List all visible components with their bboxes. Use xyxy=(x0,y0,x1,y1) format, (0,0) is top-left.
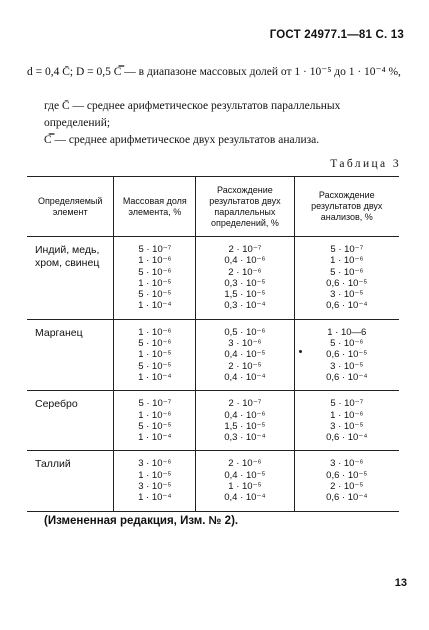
page-number: 13 xyxy=(394,577,407,589)
value-item: 0,3 · 10⁻⁵ xyxy=(224,277,266,289)
table-row xyxy=(27,319,399,390)
value-item: 3 · 10⁻⁵ xyxy=(330,420,364,432)
value-item: 1 · 10⁻⁶ xyxy=(330,409,364,421)
analysis-divergence-cell xyxy=(294,319,399,390)
value-item: 2 · 10⁻⁷ xyxy=(228,398,262,410)
table-row xyxy=(27,391,399,451)
value-item: 1 · 10⁻⁶ xyxy=(330,255,364,267)
value-item: 3 · 10⁻⁵ xyxy=(330,289,364,301)
mass-fraction-cell xyxy=(114,319,196,390)
value-item: 0,4 · 10⁻⁴ xyxy=(224,492,266,504)
value-item: 0,4 · 10⁻⁶ xyxy=(224,409,266,421)
value-item: 2 · 10⁻⁶ xyxy=(228,266,262,278)
value-item: 1 · 10⁻⁴ xyxy=(138,492,172,504)
value-item: 1 · 10⁻⁴ xyxy=(138,300,172,312)
value-item: 0,3 · 10⁻⁴ xyxy=(224,432,266,444)
stray-dot xyxy=(299,350,302,353)
value-item: 1 · 10⁻⁶ xyxy=(138,255,172,267)
value-item: 0,4 · 10⁻⁵ xyxy=(224,349,266,361)
element-name-cell: Марганец xyxy=(35,326,83,339)
value-item: 0,5 · 10⁻⁶ xyxy=(224,326,266,338)
parallel-divergence-cell xyxy=(196,391,294,451)
table-body xyxy=(27,237,399,512)
analysis-divergence-cell xyxy=(294,451,399,511)
header-element: Определяемый элемент xyxy=(27,177,114,237)
value-item: 2 · 10⁻⁵ xyxy=(330,481,364,493)
value-item: 1 · 10⁻⁵ xyxy=(138,469,172,481)
where-definition-c: где C̄ — среднее арифметическое результатов параллельных определений; xyxy=(44,100,341,129)
mass-fraction-cell xyxy=(114,391,196,451)
value-item: 1,5 · 10⁻⁵ xyxy=(224,289,266,301)
value-item: 5 · 10⁻⁷ xyxy=(138,244,172,255)
parallel-divergence-cell xyxy=(196,237,294,320)
value-item: 5 · 10⁻⁶ xyxy=(330,266,364,278)
value-item: 2 · 10⁻⁶ xyxy=(228,458,262,470)
element-name-cell: Индий, медь, хром, свинец xyxy=(35,244,100,269)
value-item: 1 · 10—6 xyxy=(327,326,367,338)
element-name-cell: Таллий xyxy=(35,458,71,471)
parallel-divergence-cell xyxy=(196,451,294,511)
value-item: 0,6 · 10⁻⁵ xyxy=(326,469,368,481)
value-item: 5 · 10⁻⁵ xyxy=(138,289,172,301)
value-item: 0,6 · 10⁻⁴ xyxy=(326,492,368,504)
value-item: 1 · 10⁻⁵ xyxy=(228,481,262,493)
value-item: 2 · 10⁻⁵ xyxy=(228,360,262,372)
amendment-note: (Измененная редакция, Изм. № 2). xyxy=(44,515,239,527)
value-item: 1 · 10⁻⁴ xyxy=(138,432,172,444)
value-item: 0,6 · 10⁻⁴ xyxy=(326,432,368,444)
header-analysis-divergence: Расхождение результатов двух анализов, % xyxy=(294,177,399,237)
value-item: 3 · 10⁻⁵ xyxy=(138,481,172,493)
data-table xyxy=(27,176,399,512)
value-item: 1 · 10⁻⁴ xyxy=(138,371,172,383)
formula-line: d = 0,4 C̄; D = 0,5 C̿ — в диапазоне массовых долей от 1 · 10⁻⁵ до 1 · 10⁻⁴ %, xyxy=(27,66,401,78)
table-row xyxy=(27,237,399,320)
value-item: 1 · 10⁻⁵ xyxy=(138,277,172,289)
analysis-divergence-cell xyxy=(294,391,399,451)
value-item: 5 · 10⁻⁶ xyxy=(330,338,364,350)
header-parallel-divergence: Расхождение результатов двух параллельных определений, % xyxy=(196,177,294,237)
value-item: 1 · 10⁻⁶ xyxy=(138,326,172,338)
value-item: 0,6 · 10⁻⁴ xyxy=(326,371,368,383)
analysis-divergence-cell xyxy=(294,237,399,320)
value-item: 0,6 · 10⁻⁴ xyxy=(326,300,368,312)
parallel-divergence-cell xyxy=(196,319,294,390)
value-item: 1 · 10⁻⁵ xyxy=(138,349,172,361)
value-item: 0,4 · 10⁻⁵ xyxy=(224,469,266,481)
value-item: 0,4 · 10⁻⁶ xyxy=(224,255,266,267)
where-definition-cc: C̿ — среднее арифметическое двух результатов анализа. xyxy=(44,134,320,146)
value-item: 3 · 10⁻⁵ xyxy=(330,360,364,372)
value-item: 5 · 10⁻⁵ xyxy=(138,360,172,372)
value-item: 5 · 10⁻⁶ xyxy=(138,338,172,350)
value-item: 0,6 · 10⁻⁵ xyxy=(326,349,368,361)
element-name-cell: Серебро xyxy=(35,398,78,411)
value-item: 0,4 · 10⁻⁴ xyxy=(224,371,266,383)
mass-fraction-cell xyxy=(114,237,196,320)
value-item: 5 · 10⁻⁷ xyxy=(330,398,364,410)
table-row xyxy=(27,451,399,511)
header-mass-fraction: Массовая доля элемента, % xyxy=(114,177,196,237)
value-item: 3 · 10⁻⁶ xyxy=(330,458,364,470)
page-header: ГОСТ 24977.1—81 С. 13 xyxy=(269,29,404,41)
value-item: 0,6 · 10⁻⁵ xyxy=(326,277,368,289)
value-item: 5 · 10⁻⁶ xyxy=(138,266,172,278)
value-item: 3 · 10⁻⁶ xyxy=(138,458,172,470)
value-item: 5 · 10⁻⁷ xyxy=(330,244,364,255)
value-item: 1 · 10⁻⁶ xyxy=(138,409,172,421)
mass-fraction-cell xyxy=(114,451,196,511)
value-item: 1,5 · 10⁻⁵ xyxy=(224,420,266,432)
value-item: 5 · 10⁻⁷ xyxy=(138,398,172,410)
value-item: 0,3 · 10⁻⁴ xyxy=(224,300,266,312)
value-item: 5 · 10⁻⁵ xyxy=(138,420,172,432)
table-caption: Таблица 3 xyxy=(330,158,401,170)
value-item: 3 · 10⁻⁶ xyxy=(228,338,262,350)
table-header-row xyxy=(27,177,399,237)
value-item: 2 · 10⁻⁷ xyxy=(228,244,262,255)
